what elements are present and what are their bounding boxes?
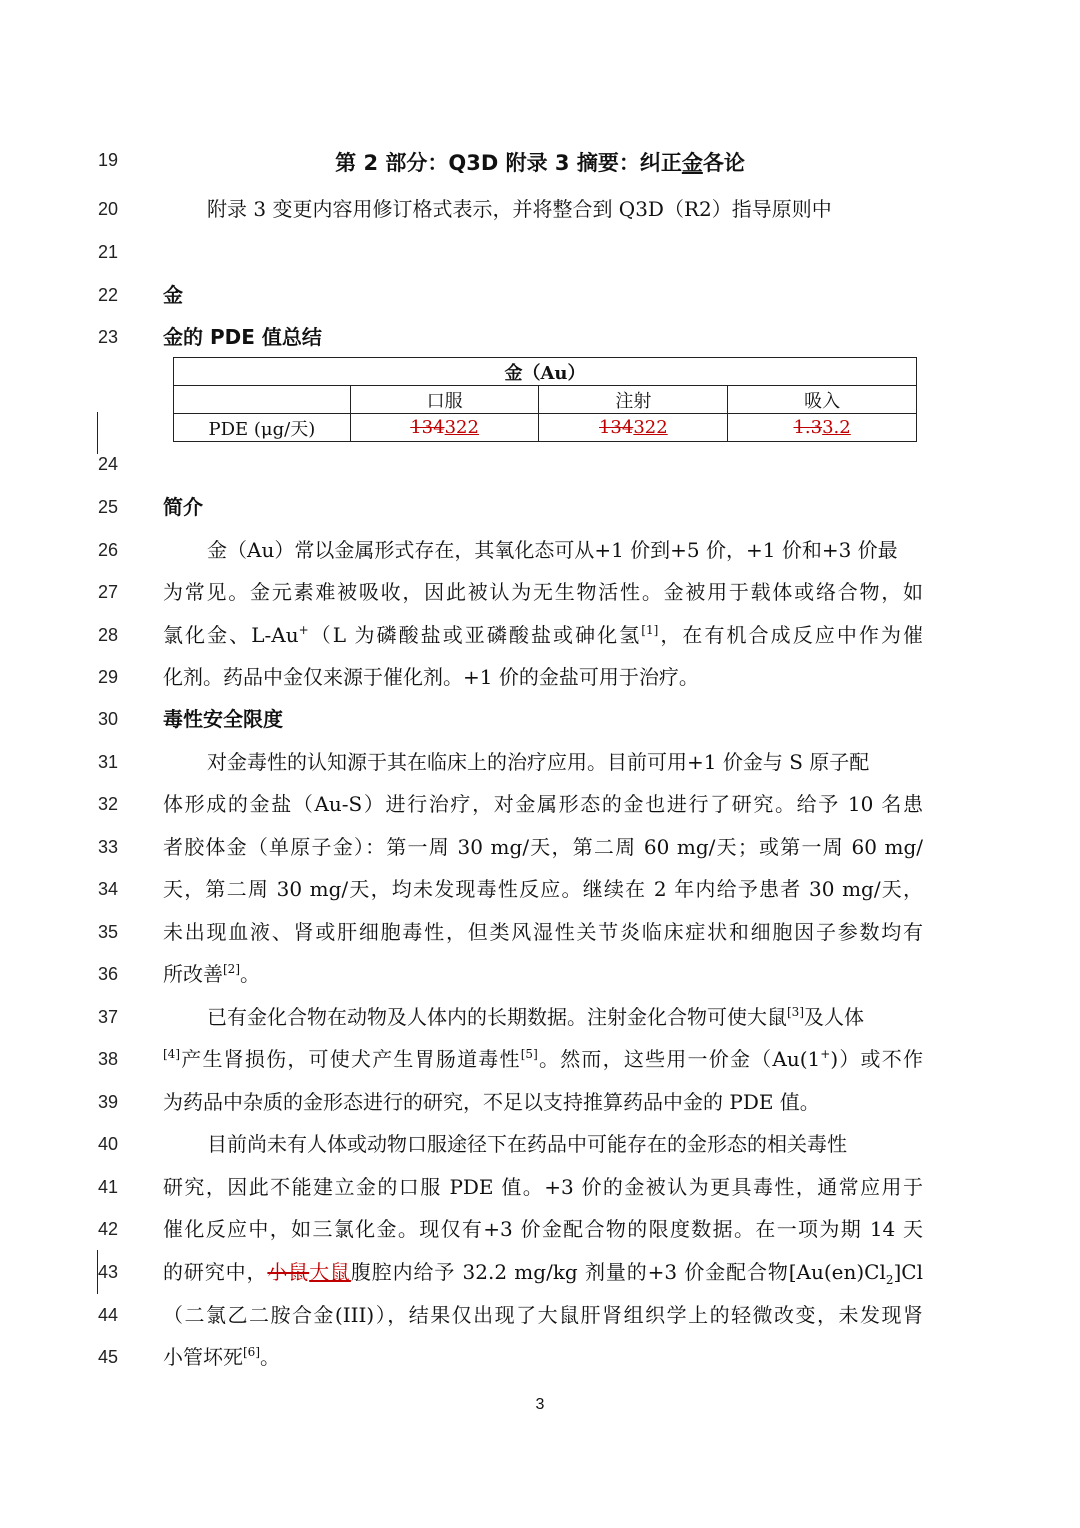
line-number: 42 bbox=[98, 1219, 119, 1239]
deleted-value: 134 bbox=[598, 417, 634, 438]
paragraph-line: 催化反应中，如三氯化金。现仅有+3 价金配合物的限度数据。在一项为期 14 天 bbox=[163, 1217, 923, 1241]
text-run: )）或不作 bbox=[830, 1047, 923, 1071]
inserted-value: 322 bbox=[633, 417, 668, 438]
reference-marker: [1] bbox=[641, 623, 659, 637]
line-number: 32 bbox=[98, 794, 119, 814]
line-number: 26 bbox=[98, 540, 119, 560]
revision-change-bar bbox=[97, 412, 98, 454]
paragraph-line: 对金毒性的认知源于其在临床上的治疗应用。目前可用+1 价金与 S 原子配 bbox=[207, 750, 870, 774]
line-number: 31 bbox=[98, 752, 119, 772]
pde-oral-value bbox=[350, 414, 539, 442]
reference-marker: [3] bbox=[787, 1005, 804, 1019]
text-run: 已有金化合物在动物及人体内的长期数据。注射金化合物可使大鼠 bbox=[207, 1005, 787, 1029]
page-title bbox=[163, 147, 917, 177]
line-number: 20 bbox=[98, 199, 119, 219]
paragraph-line bbox=[163, 1345, 923, 1369]
intro-text: 附录 3 变更内容用修订格式表示，并将整合到 Q3D（R2）指导原则中 bbox=[207, 197, 832, 221]
reference-marker: [6] bbox=[243, 1345, 260, 1359]
paragraph-line bbox=[163, 1005, 967, 1029]
table-row bbox=[174, 414, 917, 442]
table-column-row bbox=[174, 386, 917, 414]
column-header-oral: 口服 bbox=[350, 386, 539, 414]
paragraph-line: 天，第二周 30 mg/天，均未发现毒性反应。继续在 2 年内给予患者 30 mg/天， bbox=[163, 877, 923, 901]
text-run: 腹腔内给予 32.2 mg/kg 剂量的+3 价金配合物[Au(en)Cl bbox=[350, 1260, 886, 1284]
text-run: 。 bbox=[260, 1345, 280, 1369]
line-number: 34 bbox=[98, 879, 119, 899]
text-run: 。 bbox=[240, 962, 260, 986]
paragraph-line: 为药品中杂质的金形态进行的研究，不足以支持推算药品中金的 PDE 值。 bbox=[163, 1090, 820, 1114]
paragraph-line: 体形成的金盐（Au-S）进行治疗，对金属形态的金也进行了研究。给予 10 名患 bbox=[163, 792, 923, 816]
superscript: + bbox=[820, 1047, 831, 1061]
paragraph-line: 者胶体金（单原子金）：第一周 30 mg/天，第二周 60 mg/天；或第一周 60 mg/ bbox=[163, 835, 923, 859]
line-number: 22 bbox=[98, 285, 119, 305]
section-heading-introduction: 简介 bbox=[163, 495, 203, 519]
text-run: 及人体 bbox=[804, 1005, 864, 1029]
page-number: 3 bbox=[535, 1396, 545, 1413]
table-header-row bbox=[174, 358, 917, 386]
line-number: 41 bbox=[98, 1177, 119, 1197]
pde-summary-table bbox=[173, 357, 917, 442]
line-number: 43 bbox=[98, 1262, 119, 1282]
title-text: 第 2 部分：Q3D 附录 3 摘要：纠正 bbox=[335, 151, 682, 175]
subscript: 2 bbox=[885, 1273, 894, 1287]
paragraph-line: 目前尚未有人体或动物口服途径下在药品中可能存在的金形态的相关毒性 bbox=[207, 1132, 847, 1156]
line-number: 44 bbox=[98, 1305, 119, 1325]
inserted-text: 大鼠 bbox=[309, 1260, 351, 1284]
line-number: 37 bbox=[98, 1007, 119, 1027]
deleted-value: 1.3 bbox=[793, 417, 823, 438]
line-number: 30 bbox=[98, 709, 119, 729]
paragraph-line: 研究，因此不能建立金的口服 PDE 值。+3 价的金被认为更具毒性，通常应用于 bbox=[163, 1175, 923, 1199]
line-number: 29 bbox=[98, 667, 119, 687]
text-run: （L 为磷酸盐或亚磷酸盐或砷化氢 bbox=[308, 623, 642, 647]
table-empty-cell bbox=[174, 386, 351, 414]
line-number: 40 bbox=[98, 1134, 119, 1154]
text-run: ]Cl bbox=[893, 1260, 924, 1284]
line-number: 23 bbox=[98, 327, 119, 347]
paragraph-line: （二氯乙二胺合金(III)），结果仅出现了大鼠肝肾组织学上的轻微改变，未发现肾 bbox=[163, 1303, 923, 1327]
section-heading-gold: 金 bbox=[163, 283, 183, 307]
paragraph-line bbox=[163, 623, 923, 647]
paragraph-line: 化剂。药品中金仅来源于催化剂。+1 价的金盐可用于治疗。 bbox=[163, 665, 699, 689]
text-run: 小管坏死 bbox=[163, 1345, 243, 1369]
paragraph-line: 未出现血液、肾或肝细胞毒性，但类风湿性关节炎临床症状和细胞因子参数均有 bbox=[163, 920, 923, 944]
pde-inhalation-value bbox=[728, 414, 917, 442]
deleted-text: 小鼠 bbox=[267, 1260, 310, 1284]
pde-parenteral-value bbox=[539, 414, 728, 442]
inserted-value: 322 bbox=[444, 417, 479, 438]
deleted-value: 134 bbox=[410, 417, 445, 438]
line-number: 35 bbox=[98, 922, 119, 942]
reference-marker: [5] bbox=[520, 1047, 538, 1061]
column-header-inhalation: 吸入 bbox=[728, 386, 917, 414]
reference-marker: [4] bbox=[163, 1047, 180, 1061]
line-number: 19 bbox=[98, 150, 119, 170]
section-heading-safety-limit: 毒性安全限度 bbox=[163, 707, 283, 731]
line-number: 39 bbox=[98, 1092, 119, 1112]
text-run: ，在有机合成反应中作为催 bbox=[658, 623, 924, 647]
text-run: 所改善 bbox=[163, 962, 223, 986]
revision-change-bar bbox=[97, 1250, 98, 1294]
text-run: 产生肾损伤，可使犬产生胃肠道毒性 bbox=[180, 1047, 521, 1071]
column-header-parenteral: 注射 bbox=[539, 386, 728, 414]
line-number: 24 bbox=[98, 454, 119, 474]
paragraph-line bbox=[163, 962, 923, 986]
title-text-end: 各论 bbox=[702, 151, 745, 175]
text-run: 氯化金、L-Au bbox=[163, 623, 299, 647]
paragraph-line: 为常见。金元素难被吸收，因此被认为无生物活性。金被用于载体或络合物，如 bbox=[163, 580, 923, 604]
title-highlight: 金 bbox=[681, 151, 703, 175]
paragraph-line bbox=[163, 1047, 923, 1071]
line-number: 33 bbox=[98, 837, 119, 857]
line-number: 36 bbox=[98, 964, 119, 984]
row-label-pde: PDE (μg/天) bbox=[174, 414, 351, 442]
table-element-header: 金（Au） bbox=[174, 358, 917, 386]
line-number: 27 bbox=[98, 582, 119, 602]
line-number: 25 bbox=[98, 497, 119, 517]
reference-marker: [2] bbox=[223, 962, 240, 976]
section-heading-pde-summary: 金的 PDE 值总结 bbox=[163, 325, 322, 349]
line-number: 45 bbox=[98, 1347, 119, 1367]
paragraph-line: 金（Au）常以金属形式存在，其氧化态可从+1 价到+5 价，+1 价和+3 价最 bbox=[207, 538, 898, 562]
text-run: 。然而，这些用一价金（Au(1 bbox=[537, 1047, 821, 1071]
line-number: 38 bbox=[98, 1049, 119, 1069]
superscript: + bbox=[298, 623, 309, 637]
paragraph-line bbox=[163, 1260, 924, 1287]
line-number: 21 bbox=[98, 242, 119, 262]
line-number: 28 bbox=[98, 625, 119, 645]
inserted-value: 3.2 bbox=[822, 417, 851, 438]
text-run: 的研究中， bbox=[163, 1260, 268, 1284]
